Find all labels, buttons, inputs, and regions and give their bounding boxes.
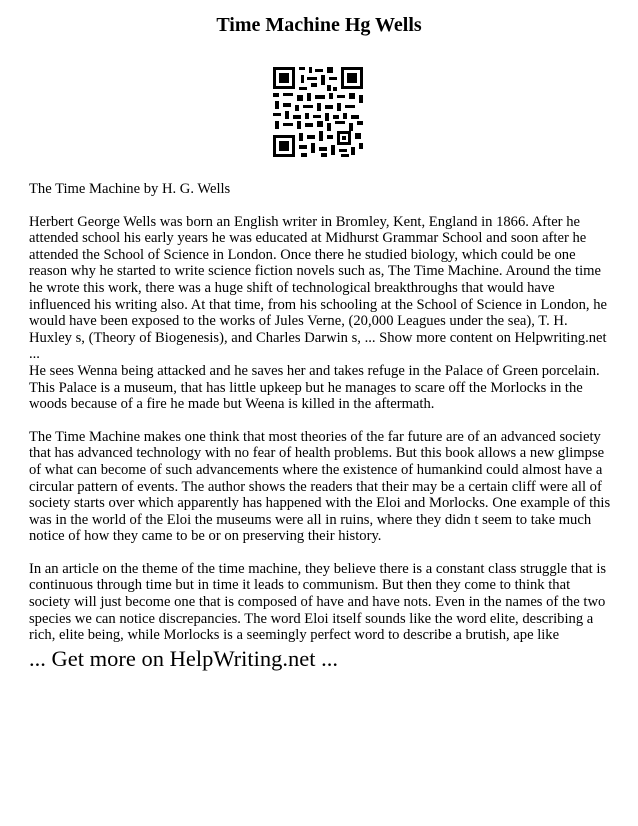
get-more-link[interactable]: ... Get more on HelpWriting.net ...: [29, 646, 339, 671]
paragraph: In an article on the theme of the time machine, they believe there is a constant class struggle that is continuous through time but in time it leads to communism. But then they come to think that society will just become one that is composed of have and have nots. Even in the names of the two species we can notice discrepancies. The word Eloi itself sounds like the word elite, describing a rich, elite being, while Morlocks is a seemingly perfect word to describe a brutish, ape like: [29, 560, 607, 644]
paragraph: Herbert George Wells was born an English writer in Bromley, Kent, England in 1866. After he attended school his early years he was educated at Midhurst Grammar School and soon after he attended the School of Science in London. Once there he studied biology, which could be one reason why he started to write science fiction novels such as, The Time Machine. Around the time he wrote this work, there was a huge shift of technological breakthroughs that would have influenced his writing also. At that time, from his schooling at the School of Science in London, he would have been exposed to the works of Jules Verne, (20,000 Leagues under the sea), T. H. Huxley s, (Theory of Biogenesis), and Charles Darwin s, ... Show more content on Helpwriting.net ...: [29, 213, 607, 363]
page-title: Time Machine Hg Wells: [216, 14, 422, 36]
article-body: [29, 181, 613, 644]
qr-code-icon: [271, 65, 365, 159]
paragraph: He sees Wenna being attacked and he saves her and takes refuge in the Palace of Green porcelain. This Palace is a museum, that has little upkeep but he manages to scare off the Morlocks in the woods because of a fire he made but Weena is killed in the aftermath.: [29, 362, 600, 413]
paragraph: The Time Machine makes one think that most theories of the far future are of an advanced society that has advanced technology with no fear of health problems. But this book allows a new glimpse of what can become of such advancements where the existence of humankind could almost have a circular pattern of events. The author shows the readers that their may be a certain cliff were all of society starts over which apparently has happened with the Eloi and Morlocks. One example of this was in the world of the Eloi the museums were all in ruins, where they didn t seem to take much notice of how they came to be or on preserving their history.: [29, 428, 611, 545]
article-subtitle: The Time Machine by H. G. Wells: [29, 181, 231, 197]
